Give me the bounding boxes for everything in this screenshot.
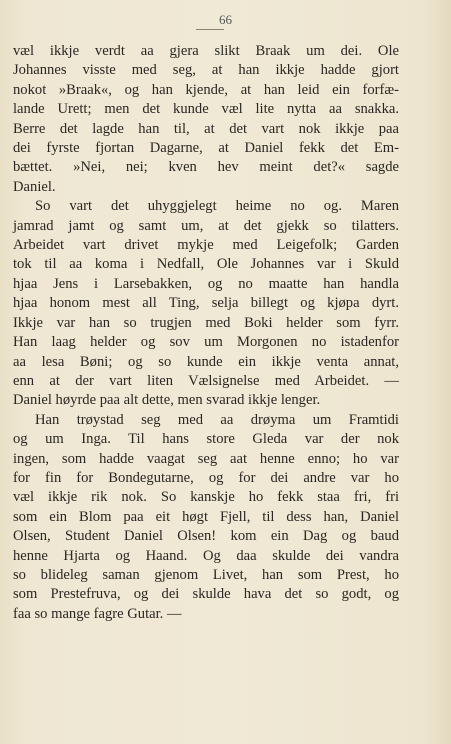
text-line: Daniel. xyxy=(13,178,56,195)
text-line: faa so mange fagre Gutar. — xyxy=(13,605,182,622)
body-text xyxy=(13,42,399,624)
text-line: so blideleg saman gjenom Livet, han som Prest, ho xyxy=(13,566,399,583)
page-number: 66 xyxy=(219,12,232,27)
text-line: og um Inga. Til hans store Gleda var der nok xyxy=(13,431,399,448)
text-line: Han laag helder og sov um Morgonen no istadenfor xyxy=(13,334,399,351)
text-line: nokot »Braak«, og han kjende, at han leid ein forfæ- xyxy=(13,81,399,98)
text-line: Daniel høyrde paa alt dette, men svarad ikkje lenger. xyxy=(13,392,321,409)
text-line: aa lesa Bøni; og so kunde ein ikkje venta annat, xyxy=(13,353,399,370)
text-line: hjaa Jens i Larsebakken, og no maatte han handla xyxy=(13,275,399,292)
text-line: Arbeidet vart drivet mykje med Leigefolk; Garden xyxy=(13,237,399,254)
text-line: So vart det uhyggjelegt heime no og. Maren xyxy=(35,198,399,215)
text-line: ingen, som hadde vaagat seg aat henne enno; ho var xyxy=(13,450,399,467)
text-line: dei fyrste fjortan Dagarne, at Daniel fekk det Em- xyxy=(13,140,399,157)
text-line: bættet. »Nei, nei; kven hev meint det?« sagde xyxy=(13,159,399,176)
text-line: som Prestefruva, og dei skulde hava det so godt, og xyxy=(13,586,399,603)
text-line: lande Urett; men det kunde væl lite nytta aa snakka. xyxy=(13,101,399,118)
text-line: enn at der vart liten Vælsignelse med Arbeidet. — xyxy=(13,372,399,389)
text-line: Olsen, Student Daniel Olsen! kom ein Dag og baud xyxy=(13,528,399,545)
text-line: tok til aa koma i Nedfall, Ole Johannes var i Skuld xyxy=(13,256,399,273)
page-number-rule xyxy=(196,29,224,30)
text-line: henne Hjarta og Haand. Og daa skulde dei vandra xyxy=(13,547,399,564)
text-line: for fin for Bondegutarne, og for dei andre var ho xyxy=(13,469,399,486)
text-line: Johannes visste med seg, at han ikkje hadde gjort xyxy=(13,62,399,79)
text-line: som ein Blom paa eit høgt Fjell, til dess han, Daniel xyxy=(13,508,399,525)
text-line: væl ikkje verdt aa gjera slikt Braak um dei. Ole xyxy=(13,43,399,59)
text-line: jamrad jamt og samt um, at det gjekk so tilatters. xyxy=(13,217,399,234)
text-line: Han trøystad seg med aa drøyma um Framtidi xyxy=(35,411,399,428)
text-line: væl ikkje rik nok. So kanskje ho fekk staa fri, fri xyxy=(13,489,399,506)
text-line: Berre det lagde han til, at det vart nok ikkje paa xyxy=(13,120,399,137)
text-line: Ikkje var han so trugjen med Boki helder som fyrr. xyxy=(13,314,399,331)
text-line: hjaa honom mest all Ting, selja billegt og kjøpa dyrt. xyxy=(13,295,399,312)
